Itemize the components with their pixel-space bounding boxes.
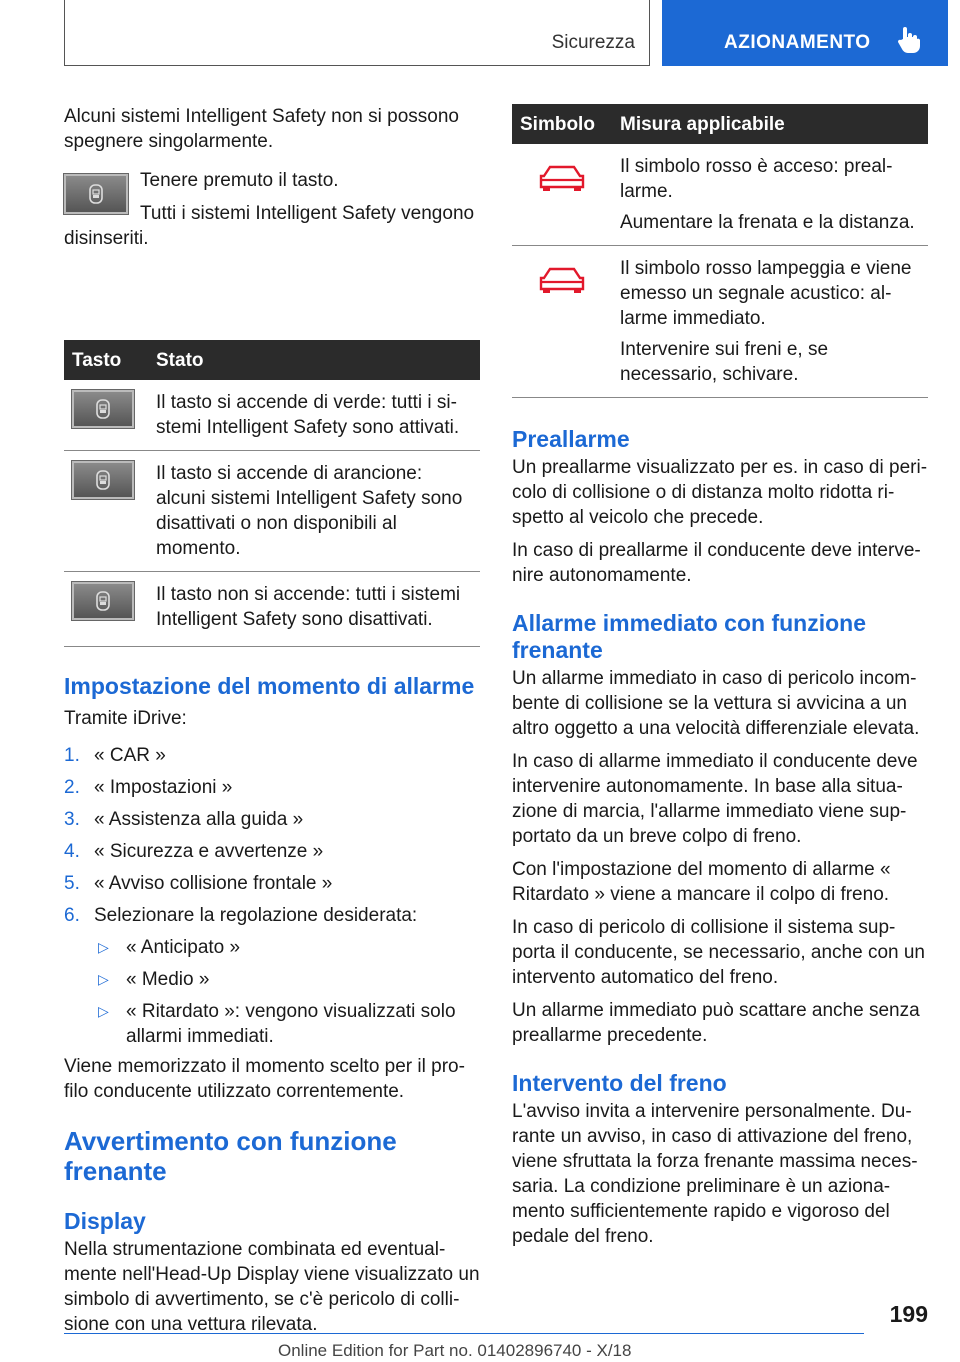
- header-section-box: [64, 0, 650, 66]
- symbol-description: Il simbolo rosso è acceso: preallarme.: [620, 156, 893, 202]
- memo-text: Viene memorizzato il momento scelto per il profilo conducente utilizzato correntemente.: [64, 1056, 465, 1102]
- intelligent-safety-button-icon: [95, 591, 111, 611]
- page-number: 199: [889, 1301, 928, 1327]
- list-item: [64, 839, 480, 864]
- header-section-title: Sicurezza: [551, 32, 635, 53]
- button-instruction-line1: Tenere premuto il tasto.: [140, 170, 339, 191]
- allarme-text-1: Un allarme immediato in caso di pericolo incombente di collisione se la vettura si avvicina a un altro oggetto a una velocità differenziale elevata.: [512, 668, 920, 739]
- button-image-orange: [72, 461, 134, 499]
- table-row: [512, 144, 928, 246]
- step-text: « Assistenza alla guida »: [94, 809, 304, 830]
- table-row: [512, 246, 928, 398]
- symbol-table: [512, 104, 928, 398]
- symbol-measure: Intervenire sui freni e, se necessario, schivare.: [620, 339, 829, 385]
- button-instruction-line2: Tutti i sistemi Intelligent Safety vengono disinseriti.: [64, 203, 475, 249]
- car-warning-icon: [538, 162, 586, 192]
- options-list: [94, 935, 480, 1049]
- list-item: [64, 807, 480, 832]
- section-title-impostazione: Impostazione del momento di allarme: [64, 673, 475, 699]
- hand-pointer-icon: [896, 26, 922, 54]
- tramite-text: Tramite iDrive:: [64, 708, 187, 729]
- table-header-misura: Misura applicabile: [612, 104, 928, 144]
- status-text: Il tasto si accende di verde: tutti i sistemi Intelligent Safety sono attivati.: [148, 380, 480, 451]
- symbol-description: Il simbolo rosso lampeggia e viene emesso un segnale acustico: allarme immediato.: [620, 258, 912, 329]
- intro-text: Alcuni sistemi Intelligent Safety non si possono spegnere singolarmente.: [64, 106, 459, 152]
- right-column: [512, 104, 928, 1257]
- allarme-text-3: Con l'impostazione del momento di allarme « Ritardato » viene a mancare il colpo di freno.: [512, 859, 891, 905]
- step-number: 3.: [64, 809, 80, 830]
- table-header-simbolo: Simbolo: [512, 104, 612, 144]
- step-text: « CAR »: [94, 745, 166, 766]
- section-title-intervento: Intervento del freno: [512, 1070, 727, 1096]
- left-column: [64, 104, 480, 1345]
- list-item: [64, 903, 480, 1049]
- header-chapter-title: AZIONAMENTO: [724, 32, 871, 53]
- button-image-off: [72, 582, 134, 620]
- intelligent-safety-button-icon: [95, 470, 111, 490]
- allarme-text-5: Un allarme immediato può scattare anche senza preallarme precedente.: [512, 1000, 920, 1046]
- button-instruction: [64, 168, 480, 260]
- list-item: [94, 967, 480, 992]
- intervento-text: L'avviso invita a intervenire personalmente. Durante un avviso, in caso di attivazione del freno, viene sfruttata la forza frenante massima necessaria. La condizione preliminare è un azionamento sufficientemente rapido e vigoroso del pedale del freno.: [512, 1101, 918, 1247]
- table-row: [64, 380, 480, 451]
- car-warning-icon: [538, 264, 586, 294]
- list-item: [64, 743, 480, 768]
- step-number: 2.: [64, 777, 80, 798]
- step-number: 6.: [64, 905, 80, 926]
- section-title-avvertimento: Avvertimento con funzione frenante: [64, 1126, 397, 1186]
- step-number: 5.: [64, 873, 80, 894]
- step-text: « Avviso collisione frontale »: [94, 873, 333, 894]
- list-item: [94, 935, 480, 960]
- allarme-text-4: In caso di pericolo di collisione il sistema supporta il conducente, se necessario, anche con un intervento automatico del freno.: [512, 917, 925, 988]
- list-item: [94, 999, 480, 1049]
- triangle-bullet-icon: ▷: [98, 971, 109, 987]
- step-text: Selezionare la regolazione desiderata:: [94, 905, 418, 926]
- symbol-measure: Aumentare la frenata e la distanza.: [620, 212, 915, 233]
- step-text: « Impostazioni »: [94, 777, 233, 798]
- table-header-tasto: Tasto: [64, 340, 148, 380]
- preallarme-text-2: In caso di preallarme il conducente deve intervenire autonomamente.: [512, 540, 921, 586]
- step-number: 1.: [64, 745, 80, 766]
- status-text: Il tasto si accende di arancione: alcuni sistemi Intelligent Safety sono disattivati o non disponibili al momento.: [148, 451, 480, 572]
- footer-edition: Online Edition for Part no. 01402896740 - X/18: [278, 1341, 632, 1360]
- list-item: [64, 871, 480, 896]
- table-row: [64, 451, 480, 572]
- table-header-stato: Stato: [148, 340, 480, 380]
- list-item: [64, 775, 480, 800]
- triangle-bullet-icon: ▷: [98, 1003, 109, 1019]
- table-row: [64, 572, 480, 647]
- option-text: « Anticipato »: [126, 937, 241, 958]
- display-text: Nella strumentazione combinata ed eventualmente nell'Head-Up Display viene visualizzato un simbolo di avvertimento, se c'è pericolo di collisione con una vettura rilevata.: [64, 1239, 480, 1335]
- triangle-bullet-icon: ▷: [98, 939, 109, 955]
- section-title-allarme: Allarme immediato con funzione frenante: [512, 610, 866, 663]
- button-status-table: [64, 340, 480, 647]
- option-text: « Medio »: [126, 969, 210, 990]
- status-text: Il tasto non si accende: tutti i sistemi Intelligent Safety sono disattivati.: [148, 572, 480, 647]
- step-number: 4.: [64, 841, 80, 862]
- button-image-green: [72, 390, 134, 428]
- intelligent-safety-button-icon: [95, 399, 111, 419]
- footer-divider: [64, 1333, 864, 1334]
- idrive-steps-list: [64, 743, 480, 1049]
- header-chapter-box: [662, 0, 948, 66]
- section-title-display: Display: [64, 1208, 146, 1234]
- preallarme-text-1: Un preallarme visualizzato per es. in caso di pericolo di collisione o di distanza molto ridotta rispetto al veicolo che precede.: [512, 457, 928, 528]
- section-title-preallarme: Preallarme: [512, 426, 630, 452]
- option-text: « Ritardato »: vengono visualizzati solo allarmi immediati.: [126, 1001, 456, 1047]
- allarme-text-2: In caso di allarme immediato il conducente deve intervenire autonomamente. In base alla situazione di marcia, l'allarme immediato viene supportato da un breve colpo di freno.: [512, 751, 918, 847]
- step-text: « Sicurezza e avvertenze »: [94, 841, 324, 862]
